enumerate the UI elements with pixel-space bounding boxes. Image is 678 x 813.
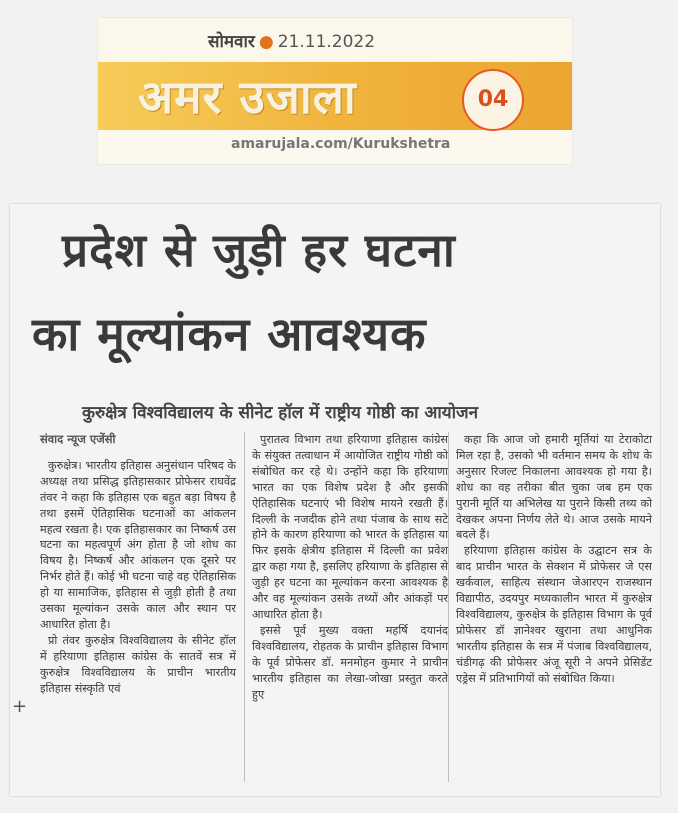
subheadline: कुरुक्षेत्र विश्वविद्यालय के सीनेट हॉल में राष्ट्रीय गोष्ठी का आयोजन [82,403,479,423]
headline-line-2: का मूल्यांकन आवश्यक [32,307,427,361]
paragraph: कहा कि आज जो हमारी मूर्तियां या टेराकोटा मिल रहा है, उसको भी वर्तमान समय के शोध के अनुसार रिजल्ट निकालना आवश्यक हो गया है। शोध का वह तरीका बीत चुका जब हम एक पुरानी मूर्ति या अभिलेख या पुराने किसी तथ्य को देखकर अपना निर्णय लेते थे। आज उसके मायने बदले हैं। [456,433,652,542]
column-divider [448,432,449,782]
paragraph: इससे पूर्व मुख्य वक्ता महर्षि दयानंद विश्वविद्यालय, रोहतक के प्राचीन इतिहास विभाग के पूर्व प्रोफेसर डॉ. मनमोहन कुमार ने प्राचीन भारतीय इतिहास का लेखा-जोखा प्रस्तुत करते हुए [252,623,448,701]
day-label: सोमवार [208,32,255,52]
article-column-3 [456,432,652,687]
paragraph: हरियाणा इतिहास कांग्रेस के उद्घाटन सत्र के बाद प्राचीन भारत के सेक्शन में प्रोफेसर जे एस खर्कवाल, साहित्य संस्थान जेआरएन राजस्थान विद्यापीठ, उदयपुर मध्यकालीन भारत में कुरुक्षेत्र विश्वविद्यालय, कुरुक्षेत्र के इतिहास विभाग के पूर्व प्रोफेसर डॉ ज्ञानेश्वर खुराना तथा आधुनिक भारतीय इतिहास के सत्र में पंजाब विश्वविद्यालय, चंडीगढ़ की प्रोफेसर अंजू सूरी ने अपने प्रेसिडेंट एड्रेस में प्रतिभागियों को संबोधित किया। [456,544,652,685]
paragraph: पुरातत्व विभाग तथा हरियाणा इतिहास कांग्रेस के संयुक्त तत्वाधान में आयोजित राष्ट्रीय गोष्ठी को संबोधित कर रहे थे। उन्होंने कहा कि हरियाणा भारत का एक विशेष प्रदेश है और इसकी ऐतिहासिक घटनाएं भी विशेष मायने रखती हैं। दिल्ली के नजदीक होने तथा पंजाब के साथ सटे होने के कारण हरियाणा को भारत के इतिहास या फिर इसके क्षेत्रीय इतिहास में दिल्ली का प्रवेश द्वार कहा गया है, इसलिए हरियाणा के इतिहास से जुड़ी हर घटना का मूल्यांकन करना आवश्यक है और वह मूल्यांकन उसके तथ्यों और आंकड़ों पर आधारित होता है। [252,433,448,621]
paragraph: प्रो तंवर कुरुक्षेत्र विश्वविद्यालय के सीनेट हॉल में हरियाणा इतिहास कांग्रेस के सातवें सत्र में कुरुक्षेत्र विश्वविद्यालय के प्राचीन भारतीय इतिहास संस्कृति एवं [40,633,236,695]
date-label: 21.11.2022 [277,32,376,52]
column-divider [244,432,245,782]
page-number-badge: 04 [462,69,524,131]
byline: संवाद न्यूज एजेंसी [40,432,116,446]
date-line [208,29,375,52]
news-clipping [10,204,660,796]
newspaper-masthead [98,18,572,164]
article-column-2 [252,432,448,702]
crop-mark-icon: + [12,696,28,717]
newspaper-logo: अमर उजाला [138,70,357,124]
headline-line-1: प्रदेश से जुड़ी हर घटना [62,223,456,277]
bullet-dot-icon: ● [258,32,274,52]
paragraph: कुरुक्षेत्र। भारतीय इतिहास अनुसंधान परिषद के अध्यक्ष तथा प्रसिद्ध इतिहासकार प्रोफेसर राघवेंद्र तंवर ने कहा कि इतिहास एक बहुत बड़ा विषय है तथा इसमें ऐतिहासिक घटनाओं का आंकलन महत्व रखता है। एक इतिहासकार का निष्कर्ष उस घटना का महत्वपूर्ण अंग होता है जो शोध का विषय है। निष्कर्ष और आंकलन एक दूसरे पर निर्भर होते हैं। कोई भी घटना चाहे वह ऐतिहासिक हो या सामाजिक, इतिहास से जुड़ी होती है तथा उसका मूल्यांकन उसके काल और स्थान पर आधारित होता है। [40,458,236,631]
site-url: amarujala.com/Kurukshetra [231,136,451,152]
article-column-1 [40,432,236,697]
